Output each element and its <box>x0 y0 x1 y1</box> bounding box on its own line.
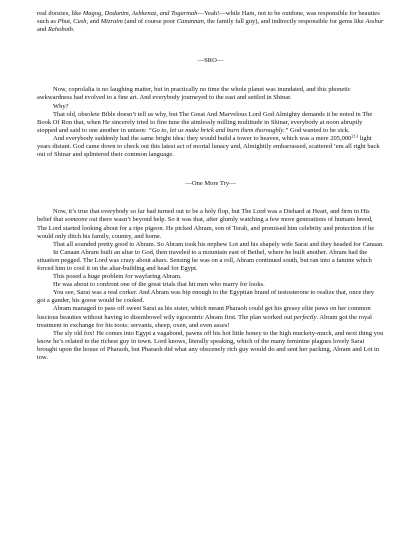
text-run: , and <box>86 18 101 26</box>
text-run: That all sounded pretty good to Abram. So Abram took his nephew Lot and his shapely wife Sarai and they headed for Canaan. <box>53 240 384 248</box>
sro-section-text <box>37 86 384 159</box>
text-run: . Abram got the royal treatment in exchange for his toots: servants, sheep, oxen, and even asses! <box>37 313 372 329</box>
text-run: God wanted to be sick. <box>288 126 350 134</box>
paragraph <box>37 111 384 135</box>
text-run: The sly old fox! He comes into Egypt a vagabond, pawns off his hot little honey to the high muckety-muck, and next thing you know he’s related to the richest guy in town. Lord knows, literally speaking, which of the many feminine plagues lovely Sarai brought upon the house of Pharaoh, but Pharaoh did what any obscenely rich guy would do and sent her packing, Abram and Lot in tow. <box>37 329 384 361</box>
text-run: out there wasn’t beyond help. So it was that, after glumly watching a few more generations of humans breed, The Lord started looking about for a ripe pigeon. He picked Abram, son of Terah, and promised him celebrity and protection if he would only ditch his family, country, and home. <box>37 216 375 240</box>
text-run: (and of course poor <box>122 18 177 26</box>
paragraph <box>37 289 384 305</box>
paragraph <box>37 10 384 34</box>
italic-text: someone <box>64 216 88 224</box>
section-divider-sro: —SRO— <box>197 57 224 65</box>
text-run: —Yeah!—while Ham, not to be outdone, was responsible for beauties such as <box>37 10 380 26</box>
superscript: 213 <box>351 133 359 139</box>
text-run: You see, Sarai was a real corker. And Abram was hip enough to the Egyptian brand of testosterone to realize that, once they got a gander, his goose would be cooked. <box>37 289 375 305</box>
text-run: real doozies, like <box>37 10 83 17</box>
one-more-try-section-text <box>37 208 384 362</box>
paragraph <box>37 305 384 329</box>
italic-text: Asshur <box>365 18 384 26</box>
italic-text: Magog, Dodanim, Ashkenaz, and Togarmah <box>82 10 198 17</box>
text-run: Now, coprolalia is no laughing matter, but in practically no time the whole planet was inundated, and this phonetic awkwardness had evolved to a fine art. And everybody journeyed to the east and settled in Shinar. <box>37 86 351 102</box>
italic-text: Rehoboth <box>48 26 73 34</box>
italic-text: “Go to, let us make brick and burn them thoroughly.” <box>148 126 289 134</box>
paragraph <box>37 208 384 240</box>
text-run: light years distant. God came down to check out this latest act of mortal lunacy and, Almightily embarrassed, scattered ’em all right back out of Shinar and splintered their common language. <box>37 134 380 159</box>
paragraph <box>37 281 384 289</box>
text-run: Why? <box>53 102 69 110</box>
text-run: He was about to confront one of the great trials that hit men who marry for looks. <box>53 281 265 289</box>
paragraph <box>37 135 384 159</box>
paragraph <box>37 86 384 102</box>
text-run: And everybody suddenly had the same bright idea: they would build a tower to heaven, which was a mere 205,000 <box>53 134 352 142</box>
paragraph <box>37 273 384 281</box>
section-divider-one-more-try: —One More Try— <box>185 180 236 188</box>
text-run: . <box>72 26 75 34</box>
text-run: , the family fall guy), and indirectly responsible for gems like <box>203 18 366 26</box>
text-run: Abram managed to pass off sweet Sarai as his sister, which meant Pharaoh could get his greasy elite paws on her common luscious beauties without having to disembowel wily egocentric Abram first. The plan worked out <box>37 305 371 321</box>
italic-text: Mizraim <box>100 18 123 26</box>
text-run: This posed a huge problem for wayfaring Abram. <box>53 273 182 281</box>
paragraph <box>37 330 384 362</box>
text-run: In Canaan Abram built an altar to God, then traveled to a mountain east of Bethel, where he built another. Abram had the situation pegged. The Lord was crazy about altars. Sensing he was on a roll, Abram continued south, but ran into a famine which forced him to cool it on the altar-building and head for Egypt. <box>37 248 372 272</box>
paragraph <box>37 103 384 111</box>
text-run: Now, it’s true that everybody so far had turned out to be a holy flop, but The Lord was a Diehard at Heart, and firm in His belief that <box>37 208 370 224</box>
italic-text: Canannan <box>176 18 204 26</box>
italic-text: Phut, Cush <box>57 18 87 26</box>
text-run: and <box>37 26 49 34</box>
italic-text: perfectly <box>293 313 317 321</box>
text-run: That old, obsolete Bible doesn’t tell us why, but The Great And Marvelous Lord God Almighty demands it be noted in The Book Of Ron that, when He sincerely tried to fine tune the aimlessly milling multitude in Shinar, everybody at noon abruptly stopped and said to one another in unison: <box>37 110 373 134</box>
opening-text <box>37 10 384 34</box>
paragraph <box>37 249 384 273</box>
paragraph <box>37 241 384 249</box>
